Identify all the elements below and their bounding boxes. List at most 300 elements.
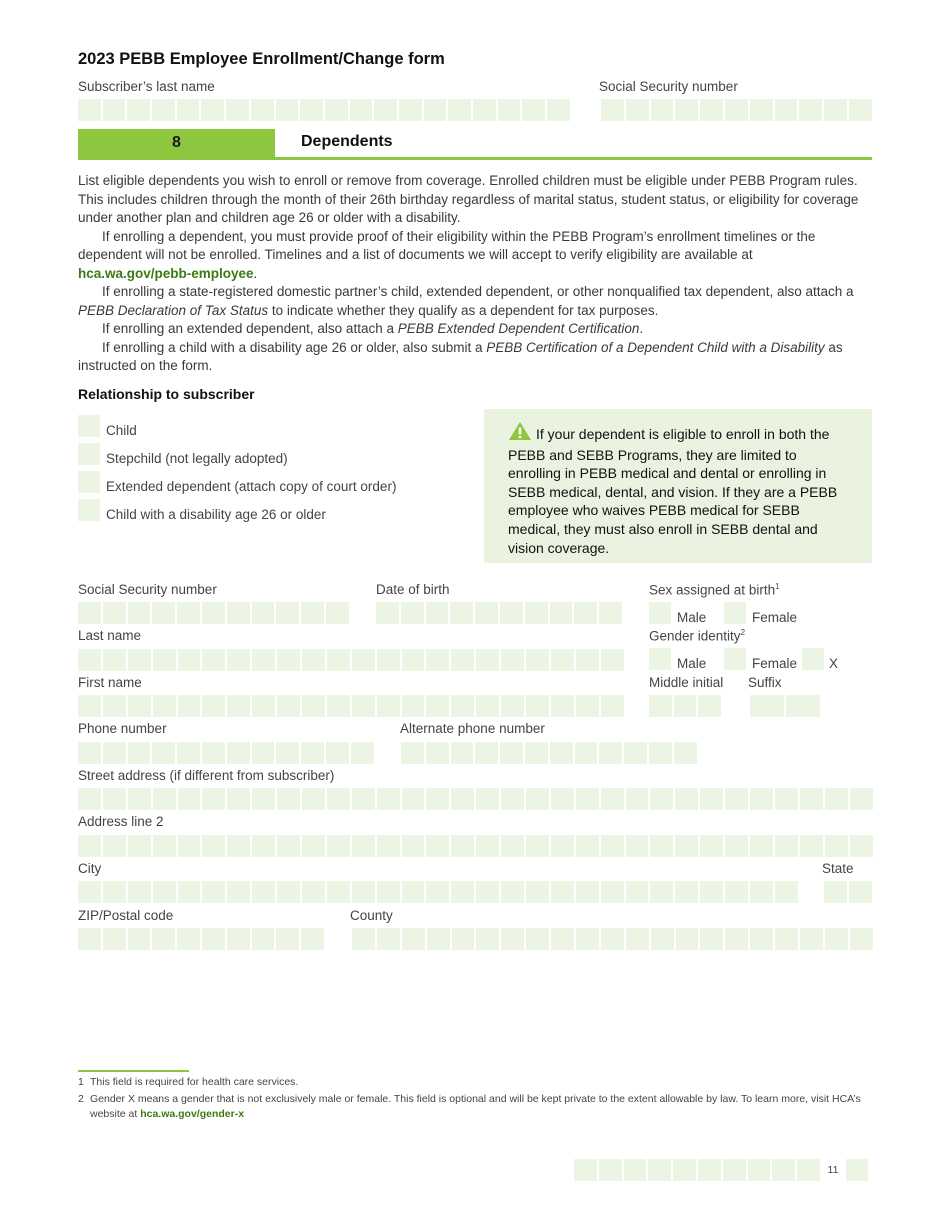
char-cell[interactable] bbox=[700, 881, 723, 903]
char-cell[interactable] bbox=[252, 602, 275, 624]
char-cell[interactable] bbox=[575, 742, 598, 764]
char-cell[interactable] bbox=[526, 788, 549, 810]
subscriber-ssn-field[interactable] bbox=[601, 99, 872, 121]
char-cell[interactable] bbox=[326, 602, 349, 624]
char-cell[interactable] bbox=[377, 928, 400, 950]
char-cell[interactable] bbox=[352, 695, 375, 717]
street-address-field[interactable] bbox=[78, 788, 873, 810]
footnotes bbox=[78, 1075, 878, 1122]
char-cell[interactable] bbox=[550, 602, 573, 624]
char-cell[interactable] bbox=[377, 649, 400, 671]
char-cell[interactable] bbox=[153, 788, 176, 810]
char-cell[interactable] bbox=[177, 928, 200, 950]
char-cell[interactable] bbox=[601, 835, 624, 857]
char-cell[interactable] bbox=[227, 788, 250, 810]
char-cell[interactable] bbox=[128, 928, 151, 950]
char-cell[interactable] bbox=[177, 99, 200, 121]
char-cell[interactable] bbox=[227, 649, 250, 671]
char-cell[interactable] bbox=[426, 695, 449, 717]
char-cell[interactable] bbox=[624, 742, 647, 764]
char-cell[interactable] bbox=[476, 835, 499, 857]
char-cell[interactable] bbox=[576, 835, 599, 857]
char-cell[interactable] bbox=[374, 99, 397, 121]
char-cell[interactable] bbox=[377, 788, 400, 810]
char-cell[interactable] bbox=[152, 602, 175, 624]
char-cell[interactable] bbox=[103, 788, 126, 810]
char-cell[interactable] bbox=[377, 695, 400, 717]
char-cell[interactable] bbox=[202, 742, 225, 764]
gender-x-checkbox[interactable] bbox=[802, 648, 824, 670]
char-cell[interactable] bbox=[750, 99, 773, 121]
char-cell[interactable] bbox=[128, 695, 151, 717]
char-cell[interactable] bbox=[252, 695, 275, 717]
char-cell[interactable] bbox=[501, 695, 524, 717]
char-cell[interactable] bbox=[202, 928, 225, 950]
char-cell[interactable] bbox=[327, 695, 350, 717]
char-cell[interactable] bbox=[500, 602, 523, 624]
char-cell[interactable] bbox=[227, 742, 250, 764]
char-cell[interactable] bbox=[451, 742, 474, 764]
char-cell[interactable] bbox=[325, 99, 348, 121]
char-cell[interactable] bbox=[426, 881, 449, 903]
char-cell[interactable] bbox=[725, 788, 748, 810]
char-cell[interactable] bbox=[526, 928, 549, 950]
char-cell[interactable] bbox=[725, 881, 748, 903]
char-cell[interactable] bbox=[277, 695, 300, 717]
char-cell[interactable] bbox=[128, 742, 151, 764]
char-cell[interactable] bbox=[850, 788, 873, 810]
char-cell[interactable] bbox=[476, 881, 499, 903]
char-cell[interactable] bbox=[327, 835, 350, 857]
char-cell[interactable] bbox=[501, 835, 524, 857]
char-cell[interactable] bbox=[128, 835, 151, 857]
char-cell[interactable] bbox=[626, 99, 649, 121]
first-name-label: First name bbox=[78, 675, 142, 690]
char-cell[interactable] bbox=[775, 835, 798, 857]
char-cell[interactable] bbox=[252, 928, 275, 950]
char-cell[interactable] bbox=[452, 928, 475, 950]
char-cell[interactable] bbox=[128, 602, 151, 624]
char-cell[interactable] bbox=[301, 742, 324, 764]
char-cell[interactable] bbox=[402, 835, 425, 857]
char-cell[interactable] bbox=[352, 928, 375, 950]
char-cell[interactable] bbox=[450, 602, 473, 624]
char-cell[interactable] bbox=[252, 649, 275, 671]
char-cell[interactable] bbox=[177, 742, 200, 764]
subscriber-last-name-field[interactable] bbox=[78, 99, 570, 121]
char-cell[interactable] bbox=[201, 99, 224, 121]
char-cell[interactable] bbox=[153, 835, 176, 857]
char-cell[interactable] bbox=[252, 788, 275, 810]
char-cell[interactable] bbox=[750, 695, 784, 717]
char-cell[interactable] bbox=[526, 649, 549, 671]
char-cell[interactable] bbox=[301, 928, 324, 950]
char-cell[interactable] bbox=[775, 881, 798, 903]
char-cell[interactable] bbox=[476, 695, 499, 717]
char-cell[interactable] bbox=[227, 928, 250, 950]
char-cell[interactable] bbox=[451, 695, 474, 717]
char-cell[interactable] bbox=[103, 99, 126, 121]
char-cell[interactable] bbox=[302, 695, 325, 717]
char-cell[interactable] bbox=[152, 742, 175, 764]
char-cell[interactable] bbox=[402, 695, 425, 717]
char-cell[interactable] bbox=[227, 695, 250, 717]
char-cell[interactable] bbox=[551, 649, 574, 671]
char-cell[interactable] bbox=[202, 835, 225, 857]
char-cell[interactable] bbox=[451, 788, 474, 810]
char-cell[interactable] bbox=[824, 881, 847, 903]
char-cell[interactable] bbox=[402, 788, 425, 810]
char-cell[interactable] bbox=[475, 602, 498, 624]
char-cell[interactable] bbox=[302, 649, 325, 671]
char-cell[interactable] bbox=[626, 835, 649, 857]
zip-field[interactable] bbox=[78, 928, 324, 950]
char-cell[interactable] bbox=[698, 695, 721, 717]
char-cell[interactable] bbox=[351, 742, 374, 764]
char-cell[interactable] bbox=[327, 881, 350, 903]
sex-male-checkbox[interactable] bbox=[649, 602, 671, 624]
char-cell[interactable] bbox=[800, 928, 823, 950]
char-cell[interactable] bbox=[352, 788, 375, 810]
char-cell[interactable] bbox=[402, 928, 425, 950]
char-cell[interactable] bbox=[178, 649, 201, 671]
char-cell[interactable] bbox=[202, 881, 225, 903]
page-id-boxes bbox=[574, 1159, 820, 1181]
char-cell[interactable] bbox=[676, 928, 699, 950]
char-cell[interactable] bbox=[153, 881, 176, 903]
stepchild-checkbox[interactable] bbox=[78, 443, 100, 465]
char-cell[interactable] bbox=[601, 788, 624, 810]
char-cell[interactable] bbox=[326, 742, 349, 764]
char-cell[interactable] bbox=[128, 881, 151, 903]
char-cell[interactable] bbox=[252, 742, 275, 764]
child-checkbox[interactable] bbox=[78, 415, 100, 437]
char-cell[interactable] bbox=[426, 649, 449, 671]
char-cell[interactable] bbox=[277, 881, 300, 903]
char-cell[interactable] bbox=[301, 602, 324, 624]
char-cell[interactable] bbox=[352, 881, 375, 903]
char-cell[interactable] bbox=[825, 788, 848, 810]
char-cell[interactable] bbox=[551, 788, 574, 810]
char-cell[interactable] bbox=[476, 649, 499, 671]
char-cell[interactable] bbox=[700, 928, 723, 950]
char-cell[interactable] bbox=[626, 881, 649, 903]
char-cell[interactable] bbox=[775, 788, 798, 810]
char-cell[interactable] bbox=[327, 649, 350, 671]
char-cell[interactable] bbox=[426, 835, 449, 857]
char-cell[interactable] bbox=[500, 742, 523, 764]
char-cell[interactable] bbox=[700, 835, 723, 857]
char-cell[interactable] bbox=[376, 602, 399, 624]
char-cell[interactable] bbox=[227, 835, 250, 857]
char-cell[interactable] bbox=[152, 928, 175, 950]
char-cell[interactable] bbox=[327, 788, 350, 810]
char-cell[interactable] bbox=[576, 649, 599, 671]
char-cell[interactable] bbox=[824, 99, 847, 121]
page-trailing-box bbox=[846, 1159, 868, 1181]
char-cell[interactable] bbox=[850, 835, 873, 857]
dependent-ssn-field[interactable] bbox=[78, 602, 349, 624]
char-cell[interactable] bbox=[551, 928, 574, 950]
char-cell[interactable] bbox=[576, 928, 599, 950]
last-name-field[interactable] bbox=[78, 649, 624, 671]
char-cell[interactable] bbox=[202, 649, 225, 671]
char-cell[interactable] bbox=[78, 602, 101, 624]
char-cell[interactable] bbox=[551, 835, 574, 857]
char-cell[interactable] bbox=[227, 602, 250, 624]
char-cell[interactable] bbox=[402, 881, 425, 903]
char-cell[interactable] bbox=[825, 928, 848, 950]
char-cell[interactable] bbox=[251, 99, 274, 121]
char-cell[interactable] bbox=[601, 99, 624, 121]
extended-dependent-checkbox[interactable] bbox=[78, 471, 100, 493]
char-cell[interactable] bbox=[525, 602, 548, 624]
char-cell[interactable] bbox=[227, 881, 250, 903]
char-cell[interactable] bbox=[626, 788, 649, 810]
char-cell[interactable] bbox=[675, 99, 698, 121]
char-cell[interactable] bbox=[650, 881, 673, 903]
char-cell[interactable] bbox=[849, 881, 872, 903]
char-cell[interactable] bbox=[601, 649, 624, 671]
footnote-1 bbox=[78, 1075, 878, 1090]
char-cell[interactable] bbox=[574, 602, 597, 624]
char-cell[interactable] bbox=[426, 742, 449, 764]
char-cell[interactable] bbox=[128, 649, 151, 671]
char-cell[interactable] bbox=[522, 99, 545, 121]
pebb-employee-link[interactable]: hca.wa.gov/pebb-employee bbox=[78, 265, 254, 281]
char-cell[interactable] bbox=[178, 788, 201, 810]
char-cell[interactable] bbox=[177, 602, 200, 624]
char-cell[interactable] bbox=[202, 695, 225, 717]
char-cell[interactable] bbox=[825, 835, 848, 857]
char-cell[interactable] bbox=[451, 881, 474, 903]
char-cell[interactable] bbox=[526, 835, 549, 857]
char-cell[interactable] bbox=[377, 881, 400, 903]
char-cell[interactable] bbox=[277, 788, 300, 810]
footnote-2-number: 2 bbox=[78, 1093, 84, 1105]
char-cell[interactable] bbox=[750, 788, 773, 810]
char-cell[interactable] bbox=[402, 649, 425, 671]
char-cell[interactable] bbox=[427, 928, 450, 950]
char-cell[interactable] bbox=[78, 788, 101, 810]
section-header bbox=[78, 129, 872, 160]
char-cell[interactable] bbox=[426, 602, 449, 624]
char-cell[interactable] bbox=[849, 99, 872, 121]
char-cell[interactable] bbox=[599, 602, 622, 624]
gender-male-checkbox[interactable] bbox=[649, 648, 671, 670]
intro-p4a: If enrolling an extended dependent, also attach a bbox=[102, 321, 394, 336]
char-cell[interactable] bbox=[103, 695, 126, 717]
suffix-field[interactable] bbox=[750, 695, 820, 717]
char-cell[interactable] bbox=[725, 835, 748, 857]
char-cell[interactable] bbox=[277, 835, 300, 857]
char-cell[interactable] bbox=[601, 881, 624, 903]
char-cell[interactable] bbox=[103, 928, 126, 950]
char-cell[interactable] bbox=[178, 695, 201, 717]
char-cell[interactable] bbox=[302, 881, 325, 903]
char-cell[interactable] bbox=[103, 602, 126, 624]
char-cell[interactable] bbox=[103, 881, 126, 903]
char-cell[interactable] bbox=[352, 835, 375, 857]
intro-paragraph-1: List eligible dependents you wish to enroll or remove from coverage. Enrolled children must be eligible under PEBB Program rules. This includes children through the month of their 26th birthday regardless of marital status, student status, or eligibility for coverage under another plan and children age 26 or older with a disability. bbox=[78, 173, 859, 225]
first-name-field[interactable] bbox=[78, 695, 624, 717]
char-cell[interactable] bbox=[526, 695, 549, 717]
page-number: 11 bbox=[822, 1159, 844, 1181]
char-cell[interactable] bbox=[252, 881, 275, 903]
char-cell[interactable] bbox=[424, 99, 447, 121]
subscriber-last-name-label: Subscriber’s last name bbox=[78, 79, 215, 94]
char-cell[interactable] bbox=[352, 649, 375, 671]
char-cell[interactable] bbox=[750, 881, 773, 903]
char-cell[interactable] bbox=[103, 742, 126, 764]
char-cell[interactable] bbox=[800, 835, 823, 857]
char-cell[interactable] bbox=[498, 99, 521, 121]
char-cell[interactable] bbox=[550, 742, 573, 764]
dob-field[interactable] bbox=[376, 602, 622, 624]
char-cell[interactable] bbox=[103, 649, 126, 671]
char-cell[interactable] bbox=[226, 99, 249, 121]
char-cell[interactable] bbox=[78, 742, 101, 764]
char-cell[interactable] bbox=[178, 881, 201, 903]
char-cell[interactable] bbox=[350, 99, 373, 121]
char-cell[interactable] bbox=[153, 649, 176, 671]
char-cell[interactable] bbox=[700, 99, 723, 121]
char-cell[interactable] bbox=[276, 928, 299, 950]
char-cell[interactable] bbox=[750, 928, 773, 950]
char-cell[interactable] bbox=[850, 928, 873, 950]
char-cell[interactable] bbox=[103, 835, 126, 857]
char-cell[interactable] bbox=[675, 835, 698, 857]
char-cell[interactable] bbox=[601, 928, 624, 950]
char-cell[interactable] bbox=[800, 788, 823, 810]
char-cell[interactable] bbox=[525, 742, 548, 764]
middle-initial-label: Middle initial bbox=[649, 675, 724, 690]
char-cell[interactable] bbox=[78, 835, 101, 857]
char-cell[interactable] bbox=[650, 835, 673, 857]
child-option-label: Child bbox=[106, 423, 137, 438]
char-cell[interactable] bbox=[451, 649, 474, 671]
char-cell[interactable] bbox=[476, 928, 499, 950]
char-cell[interactable] bbox=[78, 881, 101, 903]
char-cell[interactable] bbox=[152, 99, 175, 121]
char-cell[interactable] bbox=[601, 695, 624, 717]
char-cell[interactable] bbox=[725, 99, 748, 121]
char-cell[interactable] bbox=[786, 695, 820, 717]
char-cell[interactable] bbox=[649, 695, 672, 717]
char-cell[interactable] bbox=[725, 928, 748, 950]
char-cell[interactable] bbox=[202, 788, 225, 810]
char-cell[interactable] bbox=[401, 742, 424, 764]
char-cell[interactable] bbox=[649, 742, 672, 764]
char-cell[interactable] bbox=[651, 99, 674, 121]
char-cell[interactable] bbox=[650, 788, 673, 810]
char-cell[interactable] bbox=[700, 788, 723, 810]
char-cell[interactable] bbox=[599, 742, 622, 764]
middle-initial-field[interactable] bbox=[649, 695, 721, 717]
char-cell[interactable] bbox=[276, 742, 299, 764]
alt-phone-field[interactable] bbox=[401, 742, 697, 764]
char-cell[interactable] bbox=[277, 649, 300, 671]
char-cell[interactable] bbox=[475, 742, 498, 764]
char-cell[interactable] bbox=[526, 881, 549, 903]
address-line-2-field[interactable] bbox=[78, 835, 873, 857]
char-cell[interactable] bbox=[551, 695, 574, 717]
char-cell[interactable] bbox=[476, 788, 499, 810]
state-field[interactable] bbox=[824, 881, 872, 903]
char-cell[interactable] bbox=[178, 835, 201, 857]
char-cell[interactable] bbox=[377, 835, 400, 857]
char-cell[interactable] bbox=[128, 788, 151, 810]
char-cell[interactable] bbox=[276, 99, 299, 121]
disabled-child-checkbox[interactable] bbox=[78, 499, 100, 521]
char-cell[interactable] bbox=[78, 928, 101, 950]
sex-male-label: Male bbox=[677, 610, 707, 625]
char-cell[interactable] bbox=[153, 695, 176, 717]
sex-female-checkbox[interactable] bbox=[724, 602, 746, 624]
char-cell[interactable] bbox=[300, 99, 323, 121]
char-cell[interactable] bbox=[576, 695, 599, 717]
char-cell[interactable] bbox=[451, 835, 474, 857]
char-cell[interactable] bbox=[651, 928, 674, 950]
char-cell[interactable] bbox=[448, 99, 471, 121]
char-cell[interactable] bbox=[302, 835, 325, 857]
char-cell[interactable] bbox=[551, 881, 574, 903]
char-cell[interactable] bbox=[775, 928, 798, 950]
char-cell[interactable] bbox=[202, 602, 225, 624]
char-cell[interactable] bbox=[576, 788, 599, 810]
char-cell[interactable] bbox=[127, 99, 150, 121]
footnote-2-text: Gender X means a gender that is not exclusively male or female. This field is optional and will be kept private to the extent allowable by law. To learn more, visit HCA’s website at bbox=[90, 1093, 861, 1120]
char-cell[interactable] bbox=[501, 928, 524, 950]
phone-label: Phone number bbox=[78, 721, 167, 736]
gender-female-label: Female bbox=[752, 656, 798, 671]
char-cell[interactable] bbox=[426, 788, 449, 810]
char-cell[interactable] bbox=[674, 742, 697, 764]
char-cell[interactable] bbox=[675, 881, 698, 903]
char-cell[interactable] bbox=[576, 881, 599, 903]
char-cell[interactable] bbox=[674, 695, 697, 717]
char-cell[interactable] bbox=[501, 788, 524, 810]
char-cell[interactable] bbox=[775, 99, 798, 121]
char-cell[interactable] bbox=[799, 99, 822, 121]
char-cell[interactable] bbox=[401, 602, 424, 624]
char-cell[interactable] bbox=[78, 99, 101, 121]
city-field[interactable] bbox=[78, 881, 798, 903]
char-cell[interactable] bbox=[78, 649, 101, 671]
char-cell[interactable] bbox=[78, 695, 101, 717]
char-cell[interactable] bbox=[399, 99, 422, 121]
phone-field[interactable] bbox=[78, 742, 374, 764]
intro-paragraph-3 bbox=[78, 283, 868, 320]
county-field[interactable] bbox=[352, 928, 873, 950]
char-cell[interactable] bbox=[750, 835, 773, 857]
city-label: City bbox=[78, 861, 102, 876]
char-cell[interactable] bbox=[626, 928, 649, 950]
char-cell[interactable] bbox=[276, 602, 299, 624]
char-cell[interactable] bbox=[473, 99, 496, 121]
gender-female-checkbox[interactable] bbox=[724, 648, 746, 670]
char-cell[interactable] bbox=[501, 649, 524, 671]
char-cell[interactable] bbox=[252, 835, 275, 857]
char-cell[interactable] bbox=[547, 99, 570, 121]
char-cell[interactable] bbox=[302, 788, 325, 810]
section-number: 8 bbox=[78, 129, 275, 157]
char-cell bbox=[624, 1159, 647, 1181]
intro-p5a: If enrolling a child with a disability age 26 or older, also submit a bbox=[102, 339, 483, 355]
gender-x-link[interactable]: hca.wa.gov/gender-x bbox=[140, 1108, 245, 1120]
char-cell[interactable] bbox=[501, 881, 524, 903]
char-cell[interactable] bbox=[675, 788, 698, 810]
